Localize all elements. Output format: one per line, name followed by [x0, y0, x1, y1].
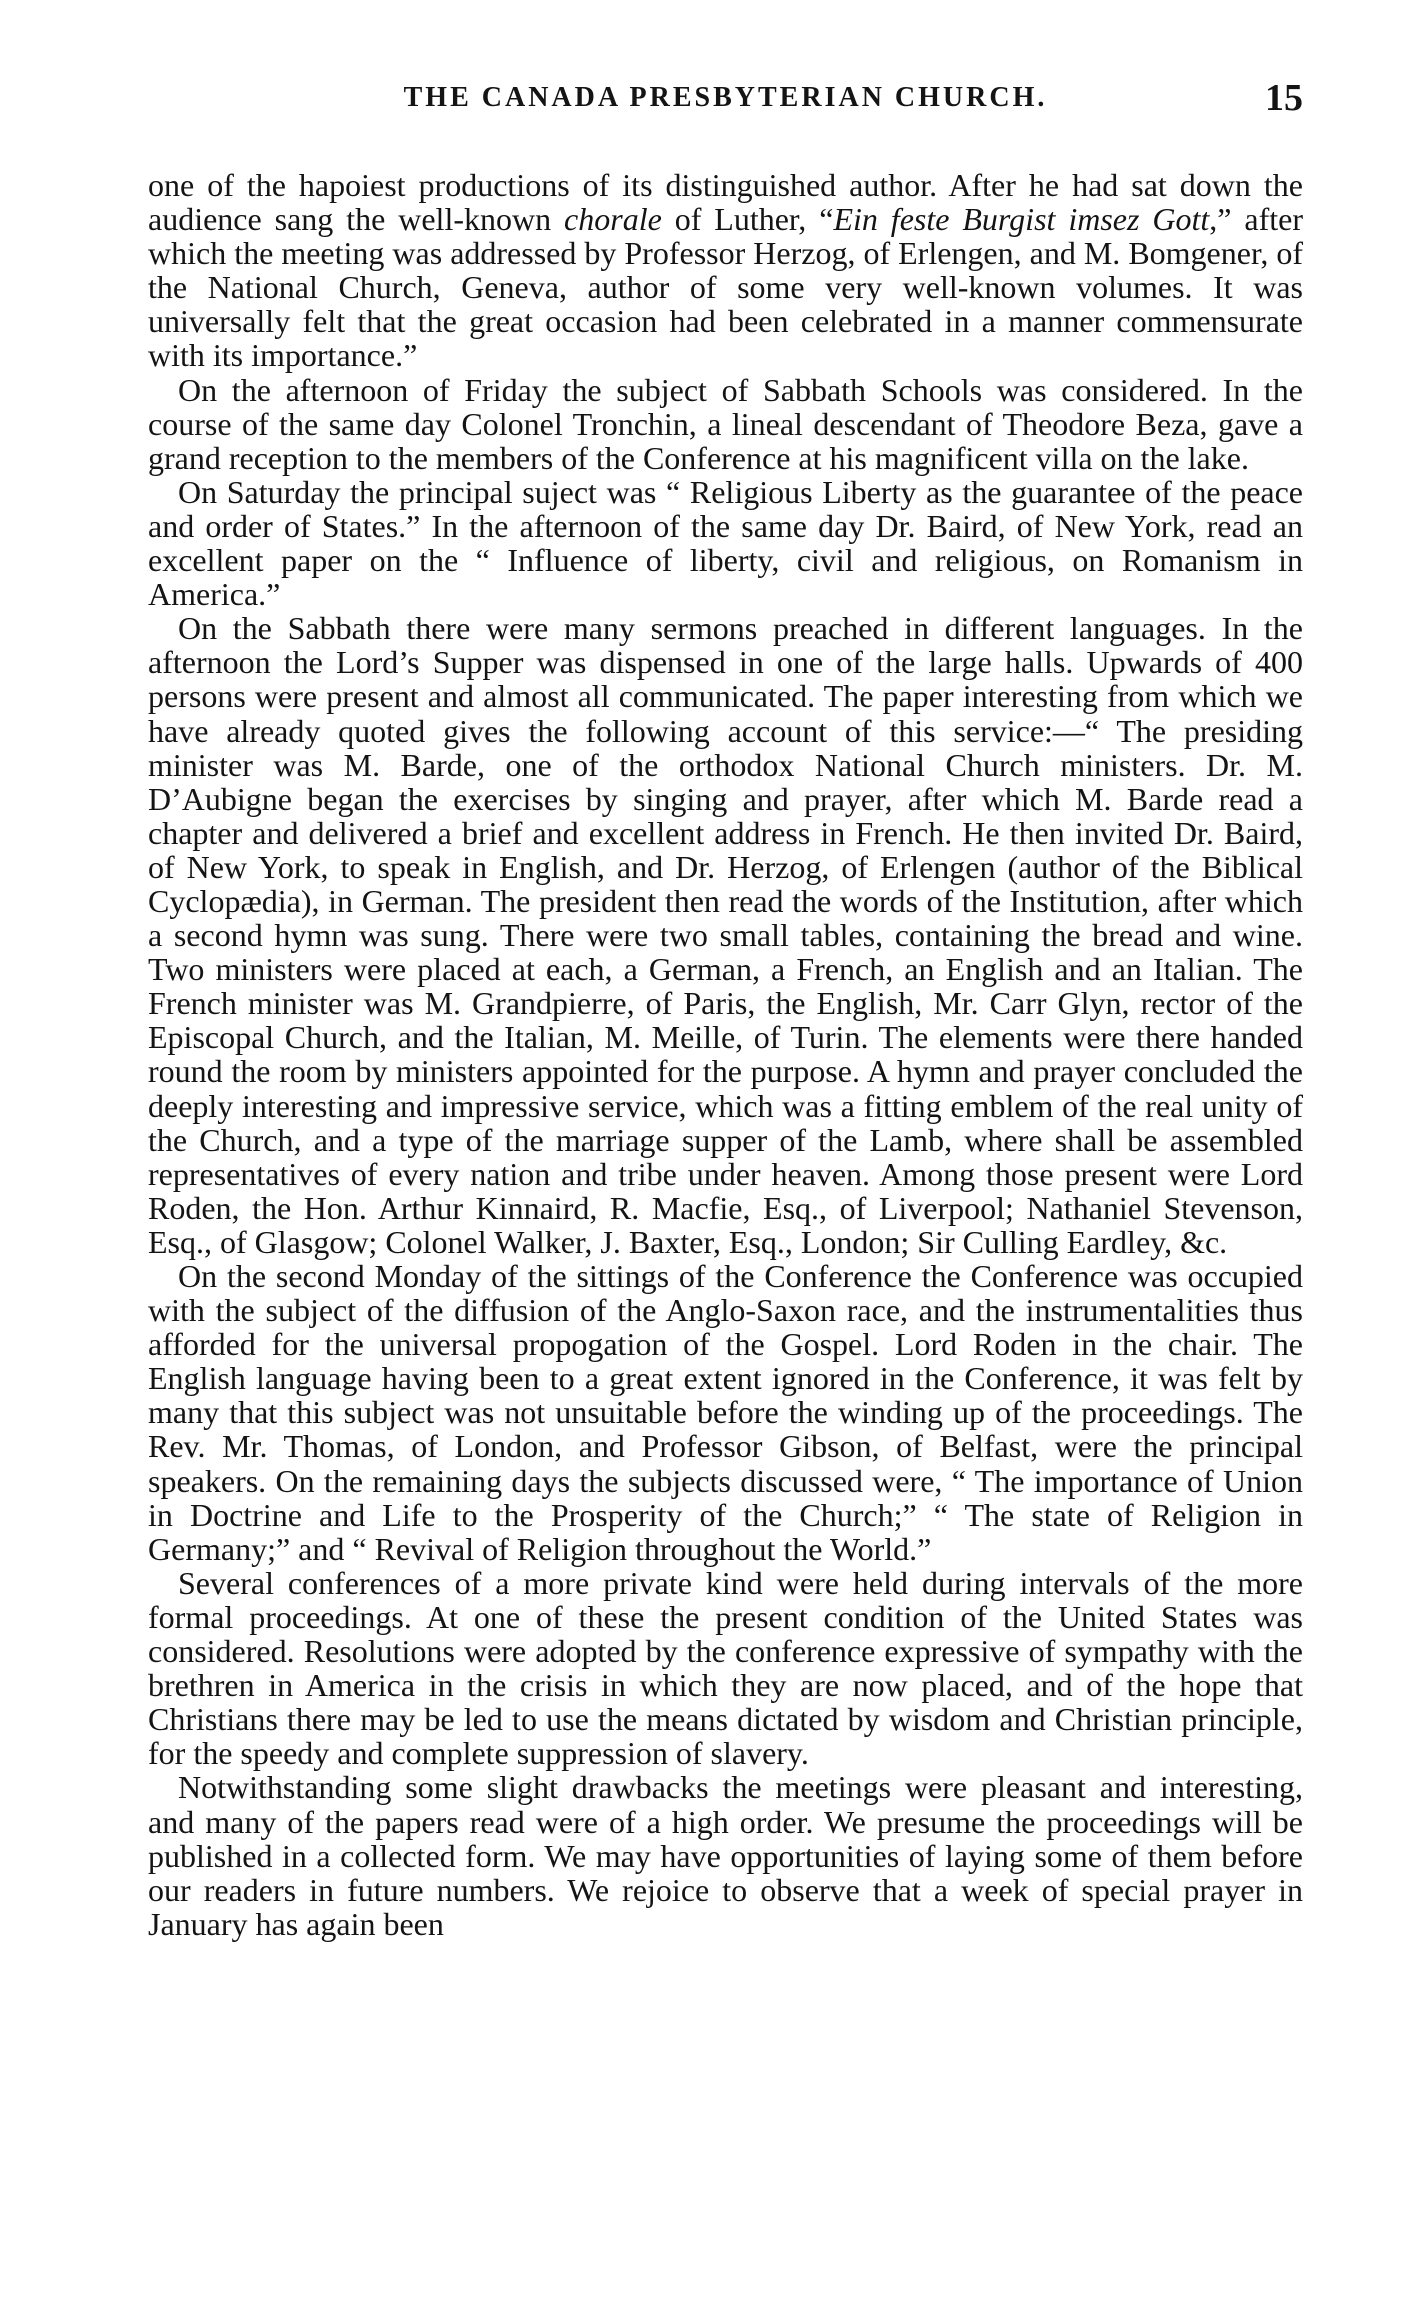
paragraph: On the Sabbath there were many sermons preached in different languages. In the afternoon the Lord’s Supper was dispensed in one of the large halls. Upwards of 400 persons were present and almost all communicated. The paper interesting from which we have already quoted gives the following account of this service:—“ The presiding minister was M. Barde, one of the orthodox National Church ministers. Dr. M. D’Aubigne began the exercises by singing and prayer, after which M. Barde read a chapter and delivered a brief and excellent address in French. He then invited Dr. Baird, of New York, to speak in English, and Dr. Herzog, of Erlengen (author of the Biblical Cyclopædia), in German. The president then read the words of the Institution, after which a second hymn was sung. There were two small tables, containing the bread and wine. Two ministers were placed at each, a German, a French, an English and an Italian. The French minister was M. Grandpierre, of Paris, the English, Mr. Carr Glyn, rector of the Episcopal Church, and the Italian, M. Meille, of Turin. The elements were there handed round the room by ministers appointed for the purpose. A hymn and prayer concluded the deeply interesting and impressive service, which was a fitting emblem of the real unity of the Church, and a type of the marriage supper of the Lamb, where shall be assembled representatives of every nation and tribe under heaven. Among those present were Lord Roden, the Hon. Arthur Kinnaird, R. Macfie, Esq., of Liverpool; Nathaniel Stevenson, Esq., of Glasgow; Colonel Walker, J. Baxter, Esq., London; Sir Culling Eardley, &c. [148, 610, 1303, 1260]
paragraph: Several conferences of a more private kind were held during intervals of the more formal proceedings. At one of these the present condition of the United States was considered. Resolutions were adopted by the conference expressive of sympathy with the brethren in America in the crisis in which they are now placed, and of the hope that Christians there may be led to use the means dictated by wisdom and Christian principle, for the speedy and complete suppression of slavery. [148, 1564, 1303, 1772]
paragraph: Notwithstanding some slight drawbacks the meetings were pleasant and interesting, and many of the papers read were of a high order. We presume the proceedings will be published in a collected form. We may have opportunities of laying some of them before our readers in future numbers. We rejoice to observe that a week of special prayer in January has again been [148, 1769, 1303, 1942]
paragraph-text: one of the hapoiest productions of its distinguished author. After he had sat down the audience sang the well-known [148, 167, 1303, 238]
page-number: 15 [1265, 77, 1303, 119]
paragraph: On the second Monday of the sittings of the Conference the Conference was occupied with the subject of the diffusion of the Anglo-Saxon race, and the instrumentalities thus afforded for the universal propogation of the Gospel. Lord Roden in the chair. The English language having been to a great extent ignored in the Conference, it was felt by many that this subject was not unsuitable before the winding up of the proceedings. The Rev. Mr. Thomas, of London, and Professor Gibson, of Belfast, were the principal speakers. On the remaining days the subjects discussed were, “ The importance of Union in Doctrine and Life to the Prosperity of the Church;” “ The state of Religion in Germany;” and “ Revival of Religion throughout the World.” [148, 1258, 1303, 1567]
paragraph [148, 168, 1303, 373]
article-body [148, 168, 1303, 1941]
paragraph: On Saturday the principal suject was “ Religious Liberty as the guarantee of the peace and order of States.” In the afternoon of the same day Dr. Baird, of New York, read an excellent paper on the “ Influence of liberty, civil and religious, on Romanism in America.” [148, 473, 1303, 613]
italic-term: chorale [564, 201, 662, 238]
running-title: THE CANADA PRESBYTERIAN CHURCH. [403, 82, 1048, 113]
paragraph: On the afternoon of Friday the subject of Sabbath Schools was considered. In the course of the same day Colonel Tronchin, a lineal descendant of Theodore Beza, gave a grand reception to the members of the Conference at his magnificent villa on the lake. [148, 371, 1303, 476]
paragraph-text: ,” after which the meeting was addressed by Professor Herzog, of Erlengen, and M. Bomgener, of the National Church, Geneva, author of some very well-known volumes. It was universally felt that the great occasion had been celebrated in a manner commensurate with its importance.” [148, 201, 1304, 374]
hymn-title: Ein feste Burgist imsez Gott [833, 201, 1210, 238]
page-header [148, 77, 1303, 132]
paragraph-text: of Luther, “ [661, 201, 834, 238]
